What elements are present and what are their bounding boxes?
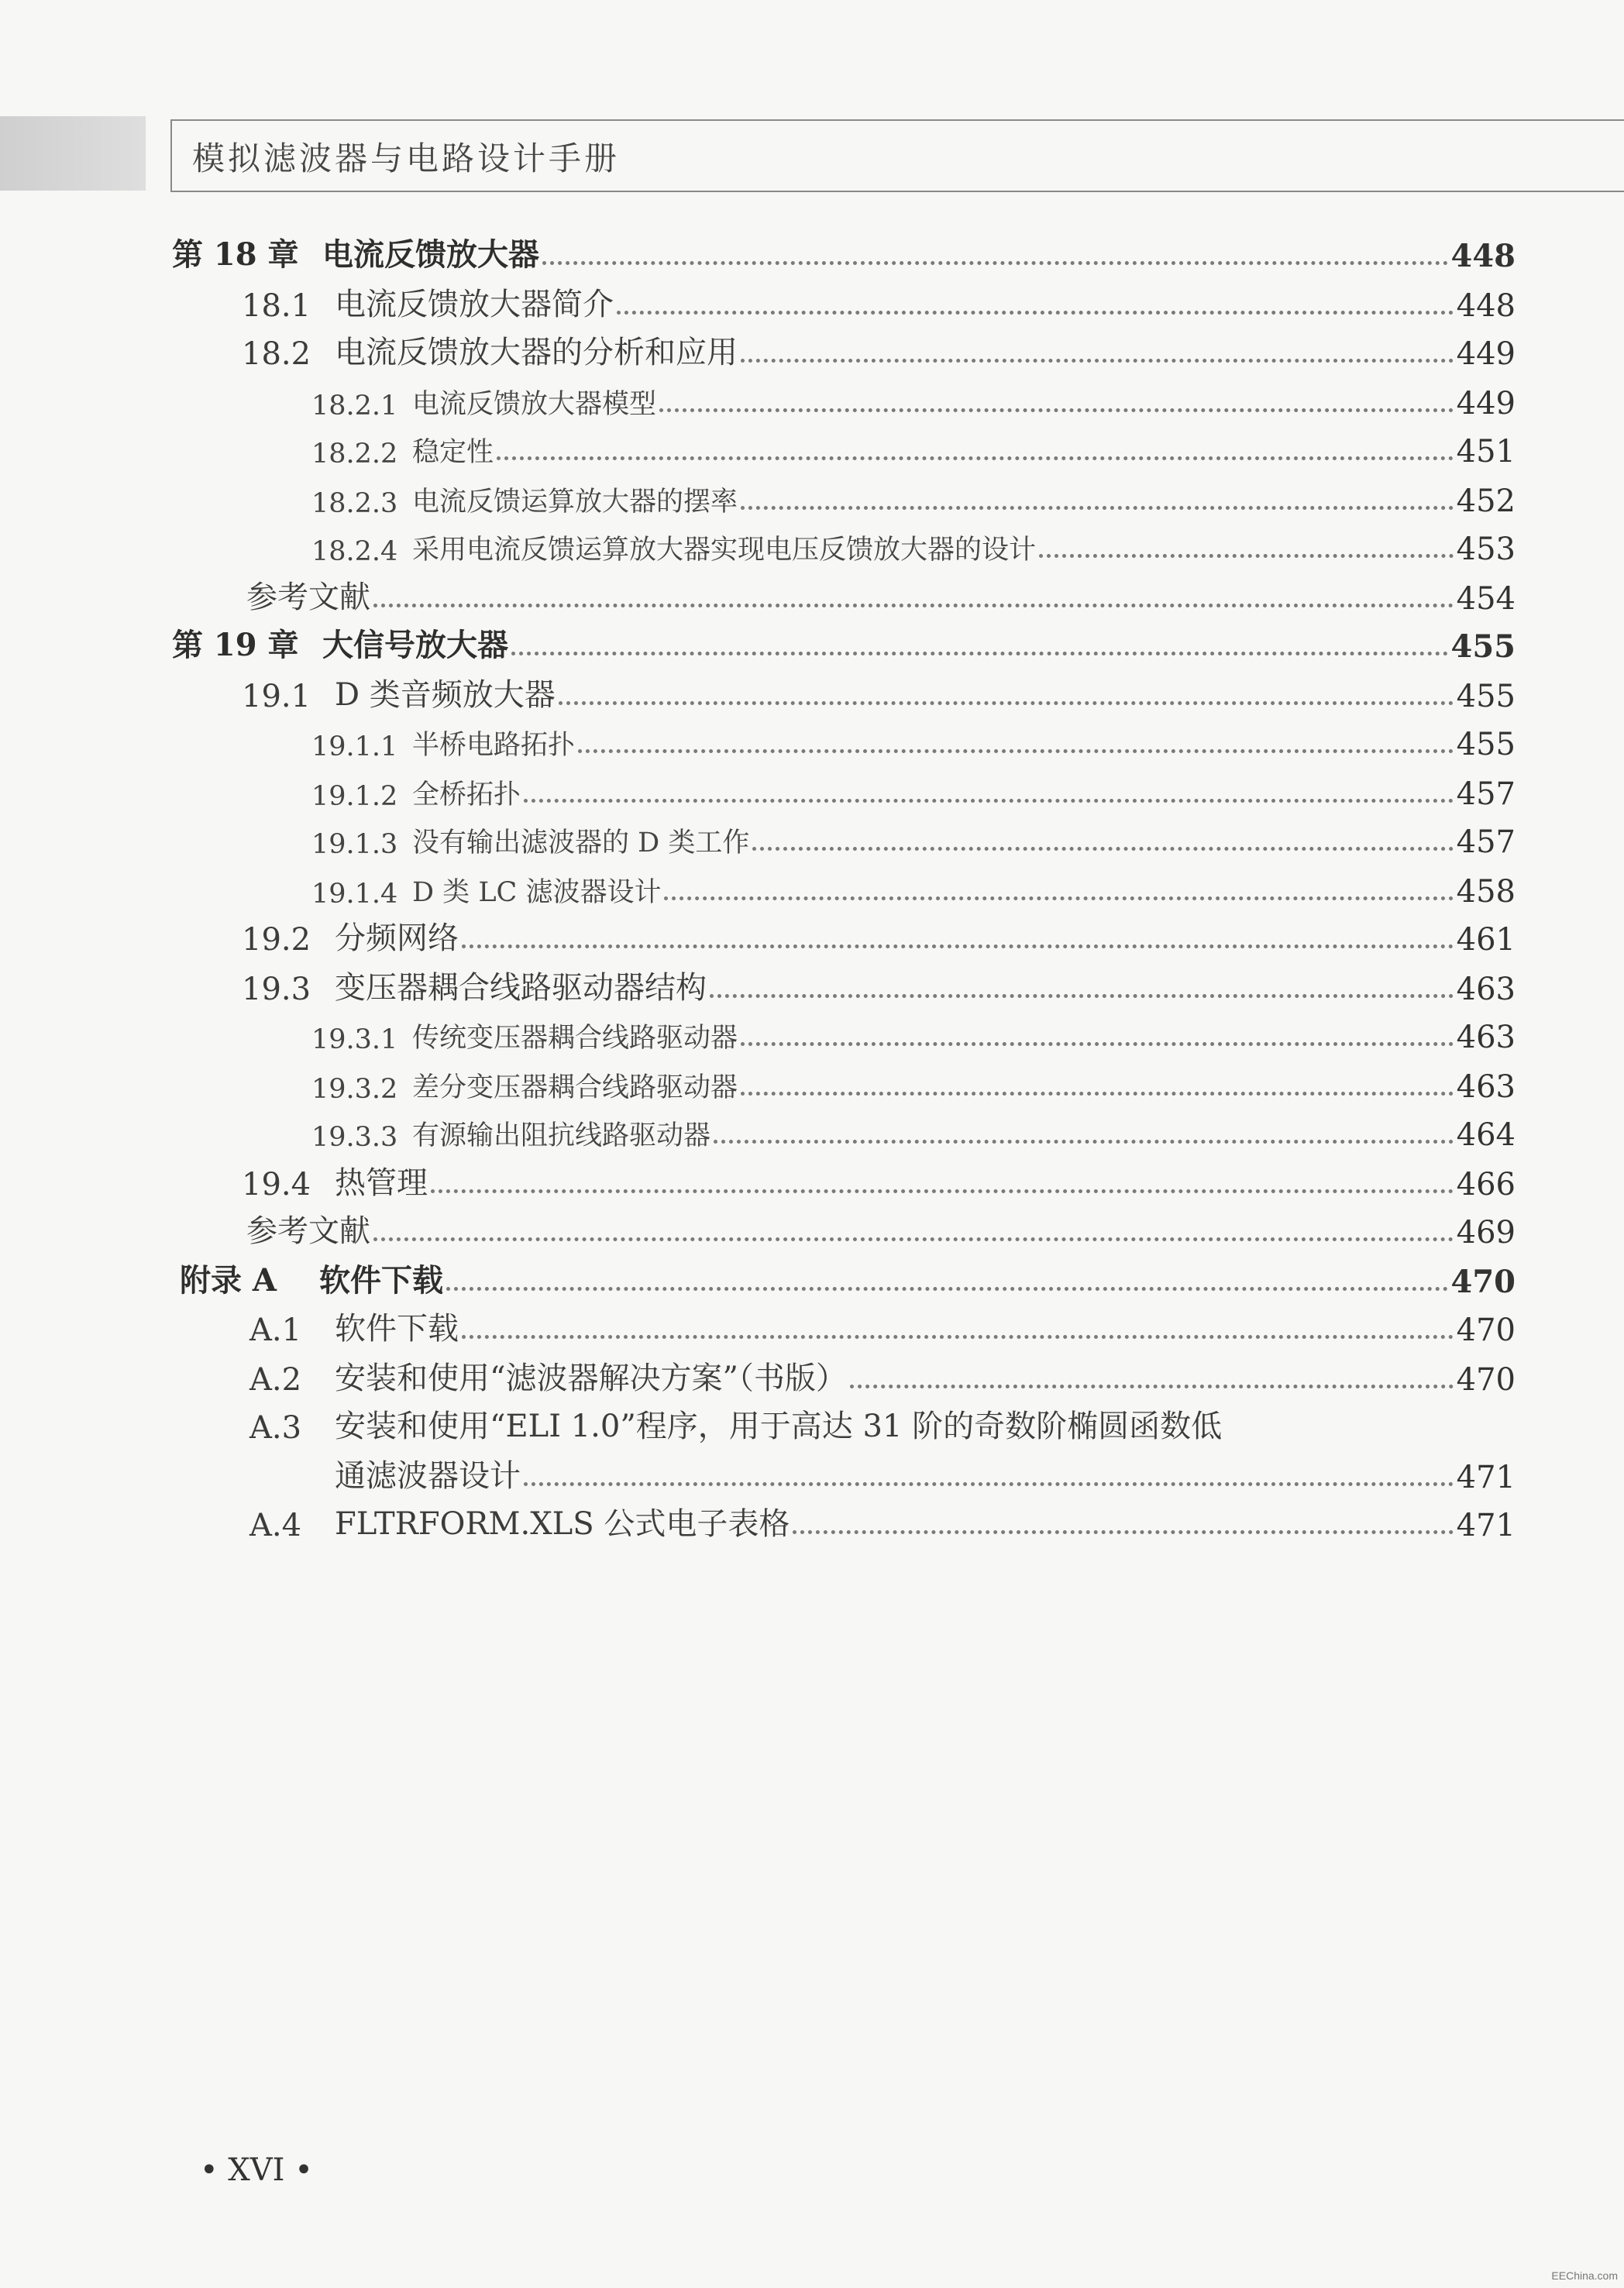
dot-leader (1039, 554, 1454, 558)
toc-title: 差分变压器耦合线路驱动器 (412, 1072, 738, 1103)
toc-title: FLTRFORM.XLS 公式电子表格 (335, 1506, 790, 1542)
toc-title: 半桥电路拓扑 (412, 730, 576, 761)
header-gray-tab (0, 116, 146, 191)
toc-page-number: 470 (1450, 1264, 1516, 1300)
toc-title: 没有输出滤波器的 D 类工作 (412, 827, 750, 858)
dot-leader (373, 604, 1454, 607)
toc-page-number: 463 (1456, 972, 1516, 1007)
toc-title: 软件下载 (335, 1311, 459, 1347)
toc-number: 19.3.1 (311, 1024, 398, 1055)
dot-leader (446, 1287, 1448, 1291)
toc-number: 19.3.2 (311, 1074, 398, 1105)
toc-number: 19.4 (242, 1167, 311, 1202)
toc-section-a-4[interactable] (249, 1503, 1516, 1543)
toc-number: 附录 A (180, 1262, 277, 1299)
dot-leader (741, 359, 1454, 363)
dot-leader (659, 408, 1454, 412)
toc-page-number: 466 (1456, 1167, 1516, 1202)
toc-page-number: 453 (1456, 532, 1516, 567)
dot-leader (542, 261, 1448, 265)
dot-leader (710, 994, 1454, 998)
toc-title: 采用电流反馈运算放大器实现电压反馈放大器的设计 (412, 535, 1037, 566)
toc-page-number: 469 (1456, 1215, 1516, 1251)
toc-title: 软件下载 (319, 1262, 443, 1299)
toc-chapter-18[interactable] (172, 234, 1516, 274)
toc-number: 19.3 (242, 972, 311, 1007)
toc-title: 参考文献 (246, 1213, 370, 1249)
toc-number: A.4 (249, 1508, 302, 1543)
toc-page-number: 461 (1456, 922, 1516, 958)
toc-page-number: 448 (1450, 238, 1516, 274)
toc-number: A.2 (249, 1362, 302, 1398)
running-header (170, 119, 1624, 192)
toc-subsection-18-2-3[interactable] (311, 479, 1516, 519)
toc-title: 全桥拓扑 (412, 779, 521, 810)
toc-section-19-2[interactable] (242, 917, 1516, 958)
toc-number: 19.2 (242, 922, 311, 958)
toc-page-number: 463 (1456, 1020, 1516, 1055)
toc-title: 安装和使用“滤波器解决方案”（书版） (335, 1361, 847, 1396)
toc-references-19[interactable] (246, 1210, 1516, 1251)
dot-leader (462, 1335, 1454, 1339)
toc-section-18-1[interactable] (242, 284, 1516, 324)
toc-number: 19.1.1 (311, 731, 398, 762)
toc-title: 电流反馈运算放大器的摆率 (412, 487, 738, 518)
toc-section-19-4[interactable] (242, 1162, 1516, 1202)
toc-title: D 类音频放大器 (335, 677, 556, 713)
toc-number: 19.1.2 (311, 781, 398, 812)
toc-page-number: 455 (1456, 679, 1516, 714)
dot-leader (431, 1189, 1454, 1193)
dot-leader (511, 652, 1448, 655)
dot-leader (793, 1530, 1453, 1534)
toc-section-a-3[interactable] (249, 1405, 1222, 1446)
toc-subsection-19-1-3[interactable] (311, 820, 1516, 860)
toc-section-19-1[interactable] (242, 674, 1516, 714)
toc-subsection-19-1-4[interactable] (311, 869, 1516, 910)
dot-leader (524, 799, 1454, 803)
watermark: EEChina.com (1551, 2269, 1618, 2282)
dot-leader (850, 1385, 1454, 1388)
toc-page-number: 457 (1456, 824, 1516, 860)
toc-number: 第 18 章 (172, 236, 299, 273)
toc-number: A.3 (249, 1410, 302, 1446)
toc-chapter-19[interactable] (172, 624, 1516, 665)
dot-leader (752, 847, 1453, 851)
toc-title: 电流反馈放大器模型 (412, 389, 657, 420)
toc-number: 第 19 章 (172, 627, 299, 663)
toc-appendix-a[interactable] (180, 1260, 1516, 1300)
toc-title: 分频网络 (335, 920, 459, 956)
toc-title: 变压器耦合线路驱动器结构 (335, 970, 707, 1006)
toc-number: 19.1 (242, 679, 311, 714)
dot-leader (664, 896, 1453, 900)
dot-leader (741, 1092, 1454, 1096)
toc-page-number: 455 (1450, 628, 1516, 665)
toc-references-18[interactable] (246, 576, 1516, 617)
toc-subsection-18-2-4[interactable] (311, 527, 1516, 567)
toc-page-number: 452 (1456, 483, 1516, 519)
toc-page-number: 471 (1456, 1508, 1516, 1543)
toc-title: 传统变压器耦合线路驱动器 (412, 1023, 738, 1054)
toc-title: 稳定性 (412, 437, 494, 468)
toc-title: 有源输出阻抗线路驱动器 (412, 1120, 711, 1151)
dot-leader (578, 749, 1454, 753)
toc-page-number: 449 (1456, 386, 1516, 421)
toc-subsection-19-1-2[interactable] (311, 772, 1516, 812)
toc-page-number: 449 (1456, 336, 1516, 372)
toc-page-number: 470 (1456, 1313, 1516, 1348)
toc-section-a-1[interactable] (249, 1308, 1516, 1348)
toc-title: 电流反馈放大器简介 (335, 287, 614, 322)
toc-title: D 类 LC 滤波器设计 (412, 877, 662, 908)
toc-number: 19.1.3 (311, 829, 398, 860)
toc-title: 电流反馈放大器 (322, 236, 539, 273)
book-title: 模拟滤波器与电路设计手册 (192, 139, 621, 177)
toc-number: 19.3.3 (311, 1122, 398, 1153)
dot-leader (462, 944, 1454, 948)
toc-number: 18.2.2 (311, 439, 398, 470)
dot-leader (524, 1482, 1454, 1486)
toc-page-number: 455 (1456, 727, 1516, 762)
toc-page-number: 454 (1456, 581, 1516, 617)
toc-subsection-19-3-3[interactable] (311, 1113, 1516, 1153)
toc-page-number: 457 (1456, 776, 1516, 812)
toc-number: 18.2.4 (311, 536, 398, 567)
toc-subsection-19-1-1[interactable] (311, 722, 1516, 762)
toc-page-number: 471 (1456, 1460, 1516, 1495)
toc-title: 大信号放大器 (322, 627, 508, 663)
toc-title: 参考文献 (246, 580, 370, 615)
toc-page-number: 463 (1456, 1069, 1516, 1105)
toc-section-a-2[interactable] (249, 1357, 1516, 1398)
toc-page-number: 451 (1456, 434, 1516, 470)
toc-page-number: 458 (1456, 874, 1516, 910)
toc-section-19-3[interactable] (242, 967, 1516, 1007)
toc-subsection-19-3-2[interactable] (311, 1065, 1516, 1105)
dot-leader (559, 701, 1454, 705)
dot-leader (741, 506, 1454, 510)
toc-subsection-19-3-1[interactable] (311, 1015, 1516, 1055)
toc-number: 18.2.1 (311, 391, 398, 421)
toc-page-number: 470 (1456, 1362, 1516, 1398)
toc-page-number: 464 (1456, 1117, 1516, 1153)
toc-title: 热管理 (335, 1165, 428, 1201)
toc-number: 18.2.3 (311, 488, 398, 519)
toc-title: 电流反馈放大器的分析和应用 (335, 335, 738, 370)
toc-page-number: 448 (1456, 288, 1516, 324)
toc-title-continuation: 通滤波器设计 (335, 1458, 521, 1494)
toc-number: 19.1.4 (311, 879, 398, 910)
dot-leader (617, 311, 1454, 315)
toc-number: 18.1 (242, 288, 311, 324)
toc-section-18-2[interactable] (242, 332, 1516, 372)
dot-leader (373, 1237, 1454, 1241)
dot-leader (497, 456, 1454, 460)
dot-leader (714, 1140, 1454, 1144)
dot-leader (741, 1042, 1454, 1046)
toc-number: A.1 (249, 1313, 302, 1348)
toc-title: 安装和使用“ELI 1.0”程序，用于高达 31 阶的奇数阶椭圆函数低 (335, 1409, 1223, 1444)
toc-subsection-18-2-1[interactable] (311, 381, 1516, 421)
page-folio: • XVI • (200, 2152, 313, 2188)
toc-section-a-3-continuation[interactable] (335, 1455, 1516, 1495)
toc-subsection-18-2-2[interactable] (311, 429, 1516, 470)
toc-number: 18.2 (242, 336, 311, 372)
